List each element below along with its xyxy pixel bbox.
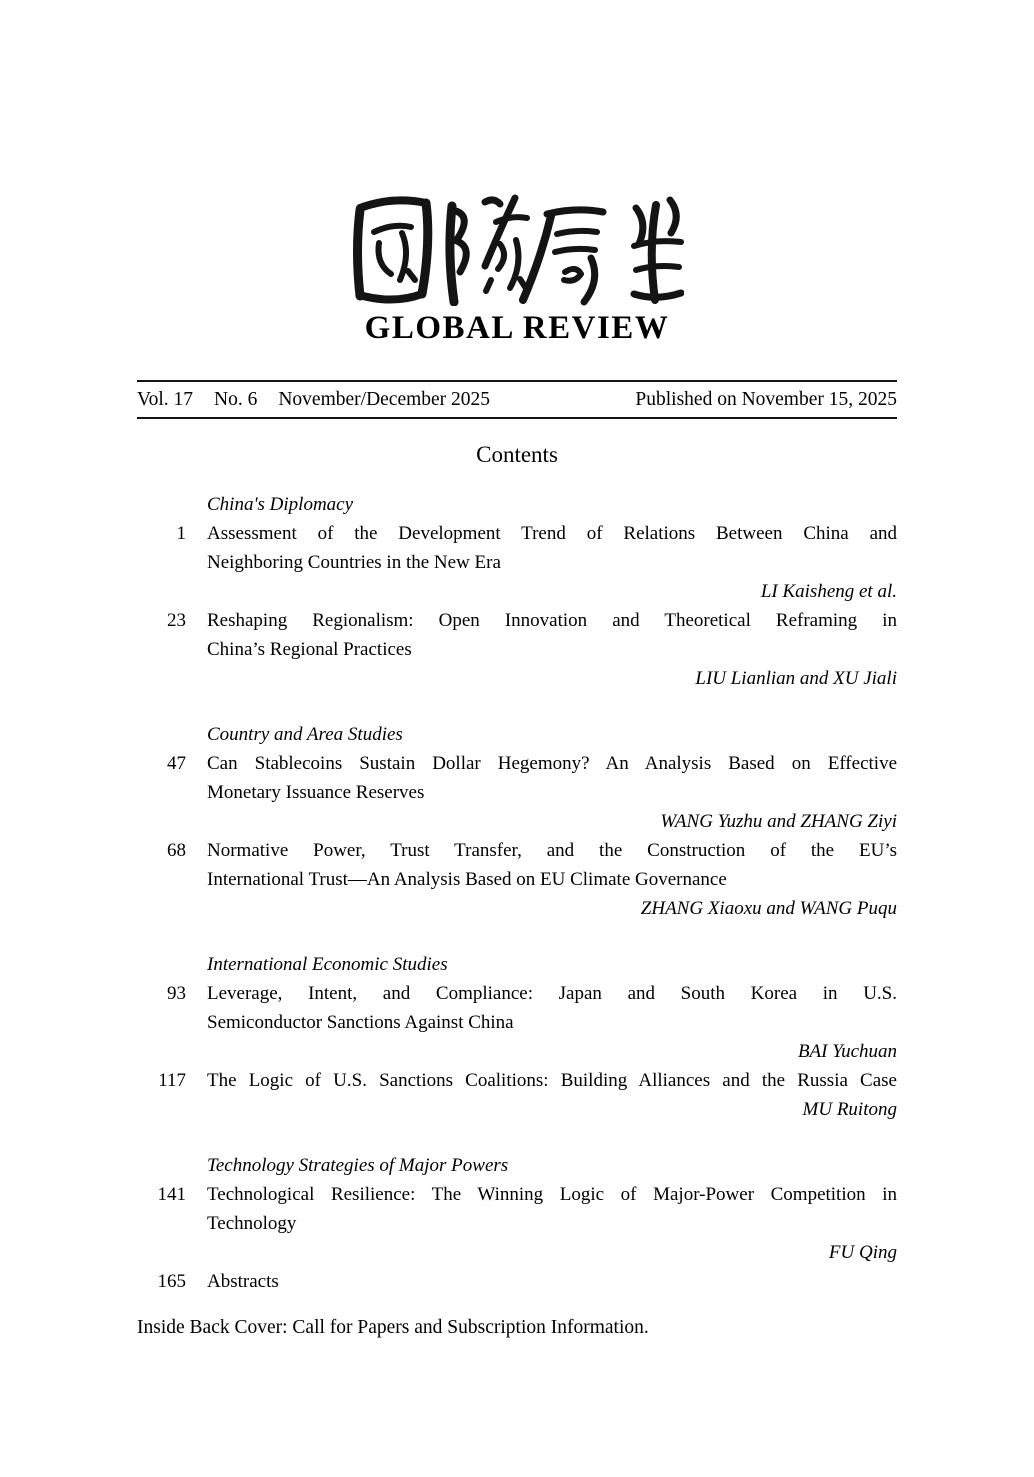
toc-entry [137,1180,897,1267]
entry-body [207,606,897,693]
article-authors: WANG Yuzhu and ZHANG Ziyi [660,811,897,832]
article-title-line: Reshaping Regionalism: Open Innovation and Theoretical Reframing in [207,610,897,631]
page-content [137,380,897,1342]
entry-body [207,749,897,836]
entry-body [207,1180,897,1267]
contents-heading: Contents [476,442,558,467]
issue-info [137,389,490,411]
page-number: 1 [176,523,186,544]
published-date-label: Published on November 15, 2025 [635,389,897,410]
article-title-line: Semiconductor Sanctions Against China [207,1012,514,1033]
toc-entry [137,749,897,836]
article-title-line: The Logic of U.S. Sanctions Coalitions: Building Alliances and the Russia Case [207,1070,897,1091]
page-number: 141 [157,1184,186,1205]
toc-section-country-area-studies [137,720,897,923]
toc-entry [137,979,897,1066]
toc-section-intl-economic-studies [137,950,897,1124]
issue-period-label: November/December 2025 [278,389,491,410]
article-authors: LIU Lianlian and XU Jiali [695,668,897,689]
issue-bar [137,380,897,419]
article-title-line: Normative Power, Trust Transfer, and the Construction of the EU’s [207,840,897,861]
entry-body [207,1066,897,1124]
article-title-line: Assessment of the Development Trend of Relations Between China and [207,523,897,544]
issue-number-label: No. 6 [214,389,258,410]
calligraphy-logo-icon [350,188,684,306]
section-title: Technology Strategies of Major Powers [207,1155,509,1176]
toc-entry [137,606,897,693]
entry-body [207,979,897,1066]
article-title-line: Abstracts [207,1271,279,1292]
article-authors: LI Kaisheng et al. [760,581,897,602]
masthead [0,0,1034,347]
article-authors: FU Qing [828,1242,897,1263]
entry-body [207,1267,897,1296]
article-title-line: Technological Resilience: The Winning Logic of Major-Power Competition in [207,1184,897,1205]
entry-body [207,836,897,923]
section-title: Country and Area Studies [207,724,403,745]
journal-english-title: GLOBAL REVIEW [364,310,670,346]
toc-entry [137,1066,897,1124]
page-number: 68 [167,840,186,861]
inside-back-cover-note: Inside Back Cover: Call for Papers and Subscription Information. [137,1317,649,1338]
entry-body [207,519,897,606]
toc-entry [137,1267,897,1296]
article-title-line: China’s Regional Practices [207,639,412,660]
page-number: 47 [167,753,186,774]
section-title: International Economic Studies [207,954,448,975]
table-of-contents [137,490,897,1296]
article-title-line: Can Stablecoins Sustain Dollar Hegemony? An Analysis Based on Effective [207,753,897,774]
article-title-line: International Trust—An Analysis Based on EU Climate Governance [207,869,727,890]
page-number: 23 [167,610,186,631]
article-title-line: Technology [207,1213,297,1234]
page-number: 117 [158,1070,186,1091]
article-authors: ZHANG Xiaoxu and WANG Puqu [640,898,897,919]
article-title-line: Monetary Issuance Reserves [207,782,425,803]
article-authors: MU Ruitong [802,1099,897,1120]
toc-entry [137,519,897,606]
article-title-line: Leverage, Intent, and Compliance: Japan and South Korea in U.S. [207,983,897,1004]
page-number: 93 [167,983,186,1004]
section-title: China's Diplomacy [207,494,354,515]
toc-section-chinas-diplomacy [137,490,897,693]
toc-section-technology-strategies [137,1151,897,1296]
toc-entry [137,836,897,923]
article-authors: BAI Yuchuan [797,1041,897,1062]
page-number: 165 [157,1271,186,1292]
volume-label: Vol. 17 [137,389,193,410]
article-title-line: Neighboring Countries in the New Era [207,552,501,573]
